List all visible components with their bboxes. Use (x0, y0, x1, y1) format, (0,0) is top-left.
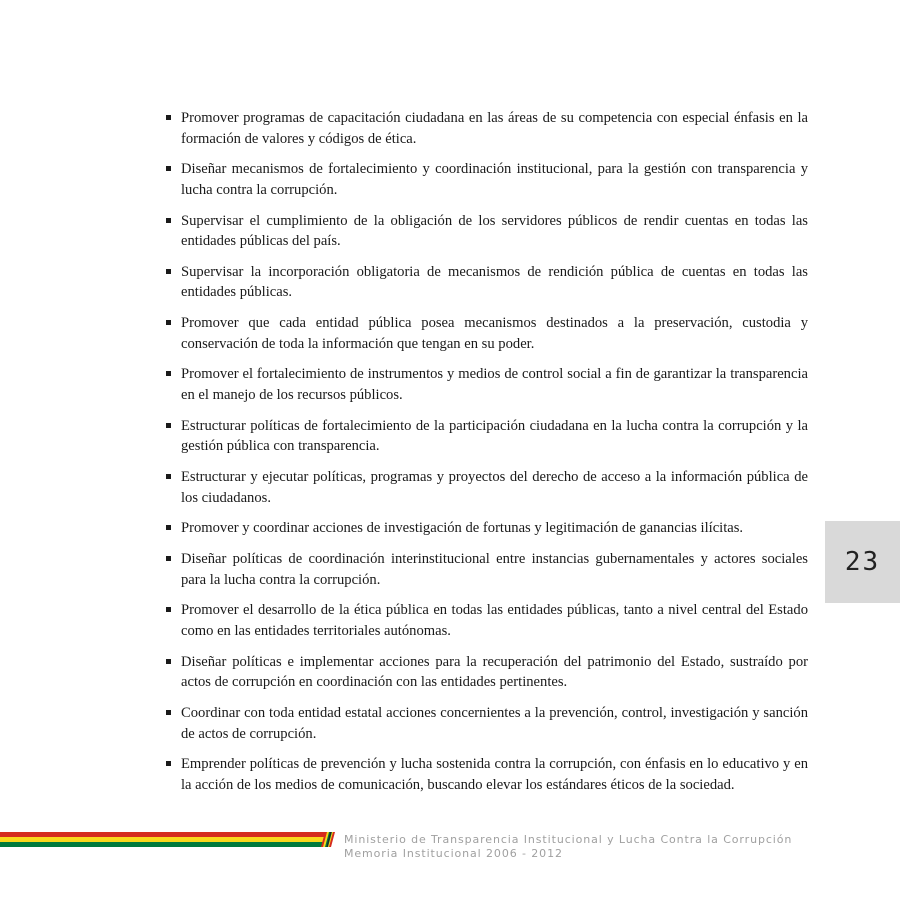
flag-stripe (0, 832, 325, 847)
bullet-square-icon (166, 320, 171, 325)
list-item-text: Promover que cada entidad pública posea mecanismos destinados a la preservación, custodia y conservación de toda la información que tengan en su poder. (181, 315, 808, 352)
list-item (166, 159, 808, 200)
footer (344, 833, 792, 861)
footer-report-title: Memoria Institucional 2006 - 2012 (344, 847, 563, 860)
list-item-text: Estructurar políticas de fortalecimiento de la participación ciudadana en la lucha contra la corrupción y la gestión pública con transparencia. (181, 417, 808, 455)
bullet-square-icon (166, 115, 171, 120)
list-item-text: Promover el desarrollo de la ética pública en todas las entidades públicas, tanto a nivel central del Estado como en las entidades territoriales autónomas. (181, 602, 808, 639)
list-item (166, 600, 808, 641)
bullet-square-icon (166, 218, 171, 223)
footer-ministry-name: Ministerio de Transparencia Institucional y Lucha Contra la Corrupción (344, 833, 793, 846)
list-item (166, 211, 808, 252)
list-item-text: Promover el fortalecimiento de instrumentos y medios de control social a fin de garantizar la transparencia en el manejo de los recursos públicos. (181, 366, 808, 403)
bullet-square-icon (166, 423, 171, 428)
bullet-square-icon (166, 556, 171, 561)
list-item (166, 262, 808, 303)
list-item-text: Diseñar políticas e implementar acciones para la recuperación del patrimonio del Estado, sustraído por actos de corrupción en coordinación con las entidades pertinentes. (181, 653, 808, 691)
list-item-text: Supervisar la incorporación obligatoria de mecanismos de rendición pública de cuentas en todas las entidades públicas. (181, 263, 808, 301)
bullet-square-icon (166, 761, 171, 766)
bullet-list (166, 108, 808, 795)
list-item-text: Promover programas de capacitación ciudadana en las áreas de su competencia con especial énfasis en la formación de valores y códigos de ética. (181, 110, 808, 147)
list-item (166, 108, 808, 149)
list-item (166, 518, 808, 539)
list-item (166, 416, 808, 457)
list-item (166, 754, 808, 795)
bullet-square-icon (166, 710, 171, 715)
list-item-text: Coordinar con toda entidad estatal acciones concernientes a la prevención, control, investigación y sanción de actos de corrupción. (181, 705, 808, 742)
list-item-text: Diseñar políticas de coordinación interinstitucional entre instancias gubernamentales y actores sociales para la lucha contra la corrupción. (181, 551, 808, 588)
flag-emblem-icon (321, 832, 335, 847)
list-item-text: Diseñar mecanismos de fortalecimiento y coordinación institucional, para la gestión con transparencia y lucha contra la corrupción. (181, 161, 808, 198)
list-item (166, 652, 808, 693)
list-item (166, 467, 808, 508)
list-item (166, 703, 808, 744)
list-item-text: Promover y coordinar acciones de investigación de fortunas y legitimación de ganancias ilícitas. (181, 520, 744, 537)
page-content (166, 108, 808, 806)
bullet-square-icon (166, 269, 171, 274)
list-item-text: Supervisar el cumplimiento de la obligación de los servidores públicos de rendir cuentas en todas las entidades públicas del país. (181, 212, 808, 250)
list-item (166, 549, 808, 590)
bullet-square-icon (166, 525, 171, 530)
list-item (166, 313, 808, 354)
bullet-square-icon (166, 607, 171, 612)
bullet-square-icon (166, 474, 171, 479)
bullet-square-icon (166, 166, 171, 171)
page-number-tab (825, 521, 900, 603)
list-item-text: Emprender políticas de prevención y lucha sostenida contra la corrupción, con énfasis en lo educativo y en la acción de los medios de comunicación, buscando elevar los estándares éticos de la sociedad. (181, 756, 808, 793)
flag-stripe-green (0, 842, 325, 847)
page-number: 23 (844, 547, 881, 577)
bullet-square-icon (166, 371, 171, 376)
list-item (166, 364, 808, 405)
list-item-text: Estructurar y ejecutar políticas, programas y proyectos del derecho de acceso a la información pública de los ciudadanos. (181, 469, 808, 506)
bullet-square-icon (166, 659, 171, 664)
